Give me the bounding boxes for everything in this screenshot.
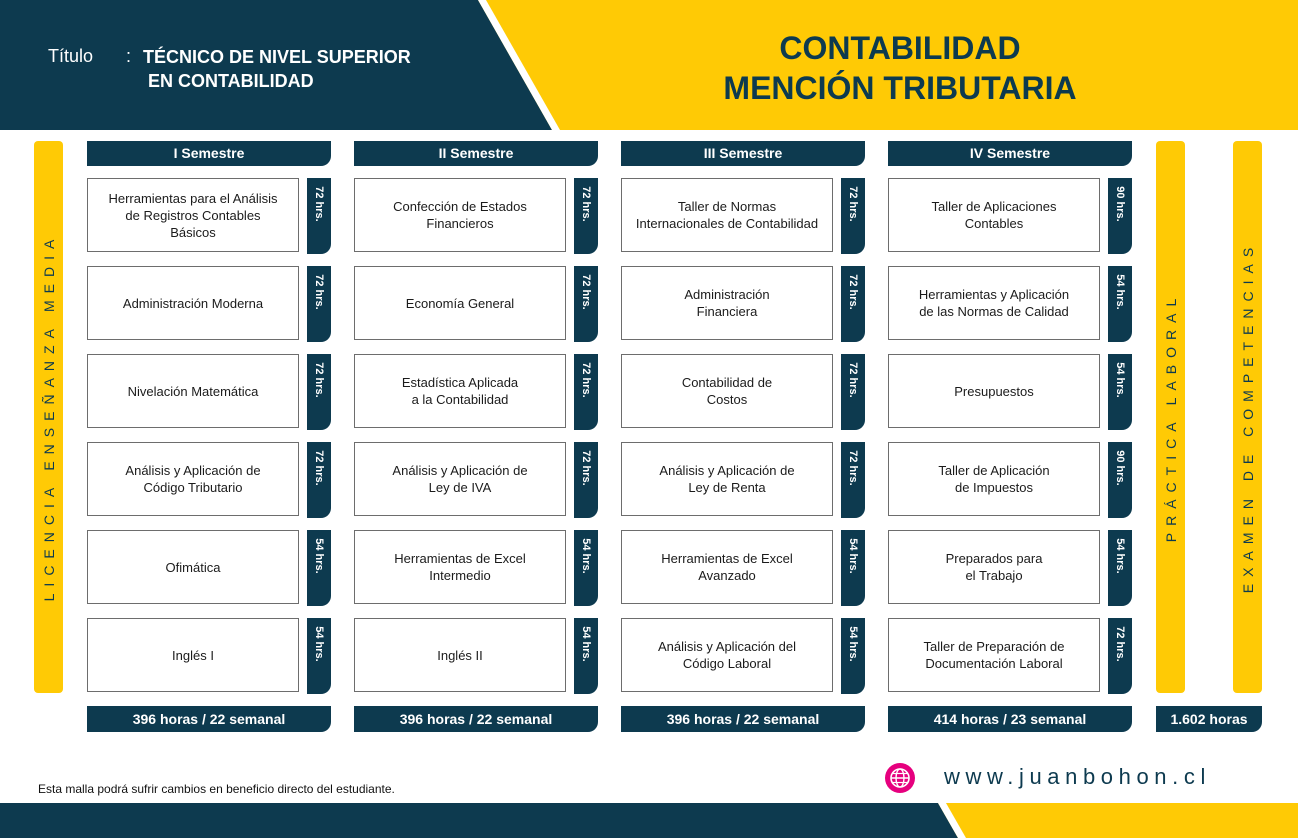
course-box (621, 354, 833, 428)
course-hours-tab (307, 530, 331, 606)
course-hours: 54 hrs. (313, 626, 325, 662)
course-hours-tab (841, 442, 865, 518)
course-box (621, 530, 833, 604)
title-label: Título (48, 46, 94, 66)
course-hours-tab (1108, 178, 1132, 254)
course-hours: 72 hrs. (847, 186, 859, 222)
semester-header: IV Semestre (888, 141, 1132, 166)
course-name: Análisis y Aplicación de Ley de IVA (392, 463, 528, 495)
course-box (621, 442, 833, 516)
course-box (87, 530, 299, 604)
course-name: Economía General (405, 295, 515, 311)
course-name: Inglés I (172, 647, 214, 663)
course-name: Confección de Estados Financieros (393, 199, 527, 231)
course-hours: 54 hrs. (1114, 538, 1126, 574)
course-box (87, 442, 299, 516)
degree-title-line1: TÉCNICO DE NIVEL SUPERIOR (143, 47, 411, 67)
examen-bar-label: EXAMEN DE COMPETENCIAS (1239, 240, 1256, 594)
course-box (87, 618, 299, 692)
degree-title (143, 45, 411, 93)
course-hours: 72 hrs. (313, 186, 325, 222)
course-hours-tab (1108, 266, 1132, 342)
course-hours: 72 hrs. (580, 186, 592, 222)
course-hours: 72 hrs. (847, 450, 859, 486)
semester-total: 396 horas / 22 semanal (621, 706, 865, 732)
course-hours: 54 hrs. (847, 538, 859, 574)
course-box (621, 178, 833, 252)
course-name: Presupuestos (954, 383, 1034, 399)
course-name: Ofimática (165, 559, 221, 575)
globe-icon (884, 762, 916, 794)
course-name: Nivelación Matemática (127, 383, 259, 399)
course-box (87, 178, 299, 252)
course-hours: 72 hrs. (313, 274, 325, 310)
course-name: Administración Financiera (684, 287, 770, 319)
course-hours-tab (307, 354, 331, 430)
semester-total: 396 horas / 22 semanal (354, 706, 598, 732)
course-hours-tab (841, 530, 865, 606)
course-box (888, 618, 1100, 692)
course-hours-tab (1108, 530, 1132, 606)
program-title (660, 28, 1140, 108)
course-hours: 54 hrs. (580, 626, 592, 662)
course-hours: 54 hrs. (580, 538, 592, 574)
course-name: Taller de Aplicaciones Contables (931, 199, 1057, 231)
course-hours: 72 hrs. (580, 274, 592, 310)
course-hours: 72 hrs. (313, 450, 325, 486)
course-hours-tab (1108, 354, 1132, 430)
course-name: Herramientas de Excel Avanzado (661, 551, 793, 583)
course-box (354, 442, 566, 516)
course-hours-tab (1108, 442, 1132, 518)
course-box (87, 354, 299, 428)
course-hours-tab (841, 178, 865, 254)
course-box (354, 354, 566, 428)
course-name: Estadística Aplicada a la Contabilidad (401, 375, 519, 407)
course-hours-tab (574, 530, 598, 606)
course-hours-tab (841, 354, 865, 430)
course-hours-tab (574, 618, 598, 694)
grand-total: 1.602 horas (1156, 706, 1262, 732)
course-hours: 54 hrs. (313, 538, 325, 574)
semester-total: 414 horas / 23 semanal (888, 706, 1132, 732)
course-box (888, 178, 1100, 252)
course-box (354, 266, 566, 340)
licencia-bar-label: LICENCIA ENSEÑANZA MEDIA (40, 232, 57, 602)
course-box (621, 618, 833, 692)
course-name: Herramientas para el Análisis de Registros Contables Básicos (108, 190, 278, 240)
course-hours: 54 hrs. (1114, 362, 1126, 398)
course-hours-tab (1108, 618, 1132, 694)
course-name: Taller de Normas Internacionales de Contabilidad (635, 199, 819, 231)
course-hours: 72 hrs. (313, 362, 325, 398)
program-title-line2: MENCIÓN TRIBUTARIA (723, 70, 1077, 106)
semester-header: I Semestre (87, 141, 331, 166)
course-box (354, 530, 566, 604)
course-hours: 90 hrs. (1114, 450, 1126, 486)
course-box (888, 442, 1100, 516)
examen-bar (1233, 141, 1262, 693)
course-hours-tab (574, 442, 598, 518)
course-name: Taller de Aplicación de Impuestos (938, 463, 1050, 495)
title-colon: : (126, 46, 132, 66)
practica-bar (1156, 141, 1185, 693)
course-hours-tab (307, 266, 331, 342)
course-hours-tab (841, 618, 865, 694)
course-box (888, 266, 1100, 340)
course-box (888, 530, 1100, 604)
course-hours: 54 hrs. (847, 626, 859, 662)
semester-total: 396 horas / 22 semanal (87, 706, 331, 732)
course-hours: 72 hrs. (580, 450, 592, 486)
footer-band (0, 803, 1298, 838)
course-name: Administración Moderna (122, 295, 264, 311)
course-name: Preparados para el Trabajo (945, 551, 1043, 583)
course-hours-tab (574, 266, 598, 342)
course-name: Herramientas de Excel Intermedio (394, 551, 526, 583)
course-box (621, 266, 833, 340)
semester-header: III Semestre (621, 141, 865, 166)
course-hours: 54 hrs. (1114, 274, 1126, 310)
course-hours-tab (307, 618, 331, 694)
practica-bar-label: PRÁCTICA LABORAL (1162, 291, 1179, 543)
course-hours-tab (307, 442, 331, 518)
course-box (354, 178, 566, 252)
website-link[interactable]: www.juanbohon.cl (944, 764, 1211, 789)
course-name: Análisis y Aplicación de Código Tributario (125, 463, 261, 495)
course-box (888, 354, 1100, 428)
program-title-line1: CONTABILIDAD (779, 30, 1021, 66)
course-hours-tab (574, 178, 598, 254)
semester-header: II Semestre (354, 141, 598, 166)
course-hours-tab (841, 266, 865, 342)
course-name: Contabilidad de Costos (681, 375, 773, 407)
course-hours-tab (574, 354, 598, 430)
degree-title-line2: EN CONTABILIDAD (148, 71, 314, 91)
course-hours: 72 hrs. (847, 362, 859, 398)
course-name: Análisis y Aplicación de Ley de Renta (659, 463, 795, 495)
course-name: Análisis y Aplicación del Código Laboral (657, 639, 797, 671)
course-name: Taller de Preparación de Documentación Laboral (923, 639, 1065, 671)
licencia-bar (34, 141, 63, 693)
course-hours: 72 hrs. (1114, 626, 1126, 662)
course-name: Herramientas y Aplicación de las Normas de Calidad (918, 287, 1070, 319)
course-hours: 72 hrs. (580, 362, 592, 398)
course-box (354, 618, 566, 692)
footer-note: Esta malla podrá sufrir cambios en beneficio directo del estudiante. (38, 782, 395, 796)
course-name: Inglés II (437, 647, 483, 663)
course-hours: 90 hrs. (1114, 186, 1126, 222)
course-hours-tab (307, 178, 331, 254)
course-hours: 72 hrs. (847, 274, 859, 310)
course-box (87, 266, 299, 340)
